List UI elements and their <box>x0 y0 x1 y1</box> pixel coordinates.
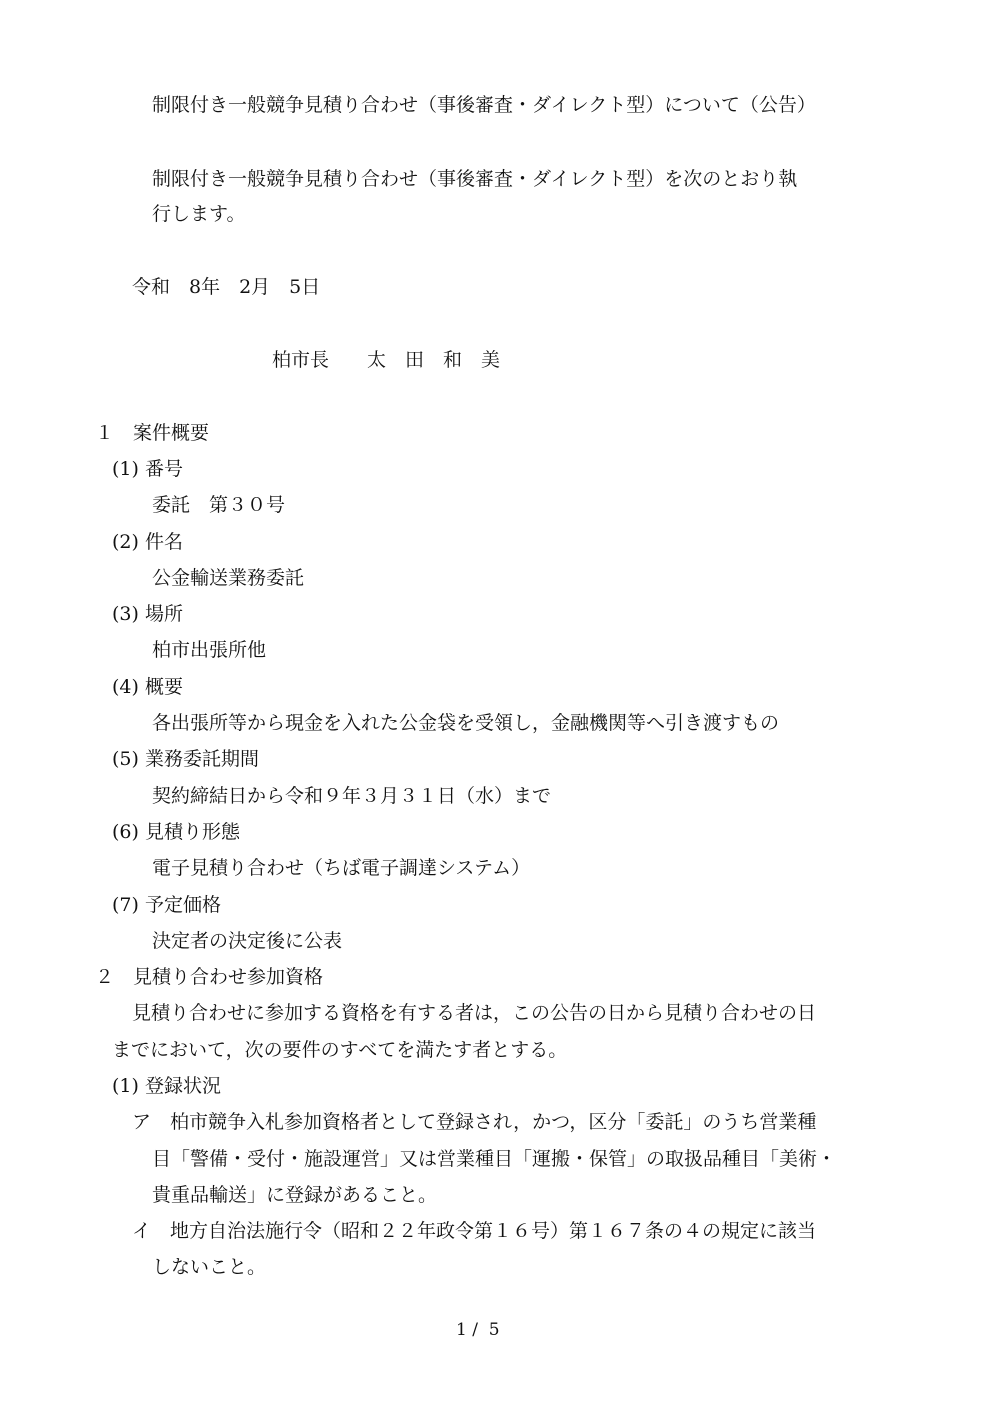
requirement-a-line-3: 貴重品輸送」に登録があること。 <box>152 1184 438 1206</box>
item-label-planned-price: (7) 予定価格 <box>112 894 221 916</box>
item-value-estimate-form: 電子見積り合わせ（ちば電子調達システム） <box>152 857 531 879</box>
eligibility-intro-2: までにおいて，次の要件のすべてを満たす者とする。 <box>112 1039 568 1061</box>
item-value-number: 委託 第３０号 <box>152 494 286 516</box>
item-value-location: 柏市出張所他 <box>152 639 267 661</box>
item-label-summary: (4) 概要 <box>112 676 183 698</box>
intro-line-2: 行します。 <box>152 203 246 225</box>
requirement-a-line-2: 目「警備・受付・施設運営」又は営業種目「運搬・保管」の取扱品種目「美術・ <box>152 1148 837 1170</box>
notice-title: 制限付き一般競争見積り合わせ（事後審査・ダイレクト型）について（公告） <box>152 94 816 116</box>
eligibility-intro-1: 見積り合わせに参加する資格を有する者は，この公告の日から見積り合わせの日 <box>132 1002 817 1024</box>
item-label-subject: (2) 件名 <box>112 531 183 553</box>
item-label-number: (1) 番号 <box>112 458 183 480</box>
item-value-summary: 各出張所等から現金を入れた公金袋を受領し，金融機関等へ引き渡すもの <box>152 712 780 734</box>
item-value-subject: 公金輸送業務委託 <box>152 567 305 589</box>
section-heading-overview: １ 案件概要 <box>95 422 210 444</box>
section-heading-eligibility: ２ 見積り合わせ参加資格 <box>95 966 324 988</box>
item-label-location: (3) 場所 <box>112 603 183 625</box>
item-label-estimate-form: (6) 見積り形態 <box>112 821 240 843</box>
requirement-i-line-1: イ 地方自治法施行令（昭和２２年政令第１６号）第１６７条の４の規定に該当 <box>132 1220 817 1242</box>
item-value-planned-price: 決定者の決定後に公表 <box>152 930 343 952</box>
issuer-name: 柏市長 太 田 和 美 <box>272 349 501 371</box>
page-number: 1 / 5 <box>456 1320 500 1340</box>
notice-date: 令和 8年 2月 5日 <box>132 276 321 298</box>
item-value-period: 契約締結日から令和９年３月３１日（水）まで <box>152 785 552 807</box>
item-label-period: (5) 業務委託期間 <box>112 748 259 770</box>
eligibility-sub-heading: (1) 登録状況 <box>112 1075 221 1097</box>
intro-line-1: 制限付き一般競争見積り合わせ（事後審査・ダイレクト型）を次のとおり執 <box>152 168 798 190</box>
requirement-i-line-2: しないこと。 <box>152 1256 267 1278</box>
requirement-a-line-1: ア 柏市競争入札参加資格者として登録され，かつ，区分「委託」のうち営業種 <box>132 1111 817 1133</box>
